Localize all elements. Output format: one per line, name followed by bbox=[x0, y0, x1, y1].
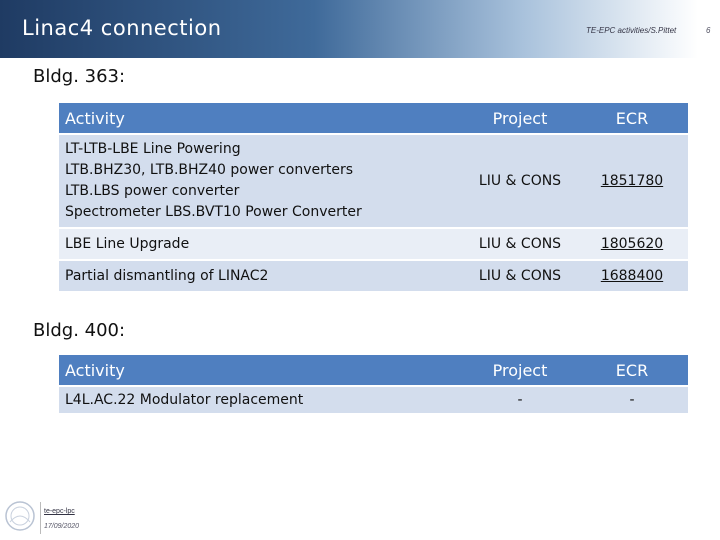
table-row bbox=[59, 134, 688, 228]
table-header-row bbox=[59, 103, 688, 134]
table-row bbox=[59, 260, 688, 292]
section-heading-bldg400: Bldg. 400: bbox=[33, 320, 126, 341]
footer-divider bbox=[40, 502, 41, 534]
table-row bbox=[59, 386, 688, 414]
table-bldg400 bbox=[59, 355, 688, 415]
ecr-cell bbox=[576, 260, 688, 292]
project-cell: - bbox=[464, 386, 576, 414]
project-cell: LIU & CONS bbox=[464, 260, 576, 292]
project-cell: LIU & CONS bbox=[464, 228, 576, 260]
column-header-project: Project bbox=[464, 355, 576, 386]
column-header-activity: Activity bbox=[59, 103, 464, 134]
activity-line: LTB.LBS power converter bbox=[65, 183, 240, 199]
activity-line: LTB.BHZ30, LTB.BHZ40 power converters bbox=[65, 162, 354, 178]
ecr-link[interactable]: 1851780 bbox=[600, 173, 664, 189]
footer-date: 17/09/2020 bbox=[44, 523, 80, 530]
activity-cell: L4L.AC.22 Modulator replacement bbox=[59, 386, 464, 414]
column-header-project: Project bbox=[464, 103, 576, 134]
ecr-cell bbox=[576, 228, 688, 260]
ecr-cell bbox=[576, 134, 688, 228]
footer-link[interactable]: te-epc-lpc bbox=[44, 508, 75, 515]
table-header-row bbox=[59, 355, 688, 386]
activity-cell: LBE Line Upgrade bbox=[59, 228, 464, 260]
section-heading-bldg363: Bldg. 363: bbox=[33, 66, 126, 87]
table-bldg363 bbox=[59, 103, 688, 293]
project-cell: LIU & CONS bbox=[464, 134, 576, 228]
activity-line: LT-LTB-LBE Line Powering bbox=[65, 141, 241, 157]
column-header-ecr: ECR bbox=[576, 355, 688, 386]
activity-line: Spectrometer LBS.BVT10 Power Converter bbox=[65, 204, 362, 220]
column-header-ecr: ECR bbox=[576, 103, 688, 134]
ecr-cell: - bbox=[576, 386, 688, 414]
author-line: TE-EPC activities/S.Pittet bbox=[586, 26, 677, 35]
table-row bbox=[59, 228, 688, 260]
activity-cell bbox=[59, 134, 464, 228]
page-number: 6 bbox=[706, 26, 711, 35]
column-header-activity: Activity bbox=[59, 355, 464, 386]
ecr-link[interactable]: 1805620 bbox=[600, 236, 664, 252]
activity-cell: Partial dismantling of LINAC2 bbox=[59, 260, 464, 292]
ecr-link[interactable]: 1688400 bbox=[600, 268, 664, 284]
cern-logo-icon bbox=[4, 500, 36, 532]
slide-title: Linac4 connection bbox=[22, 16, 222, 40]
